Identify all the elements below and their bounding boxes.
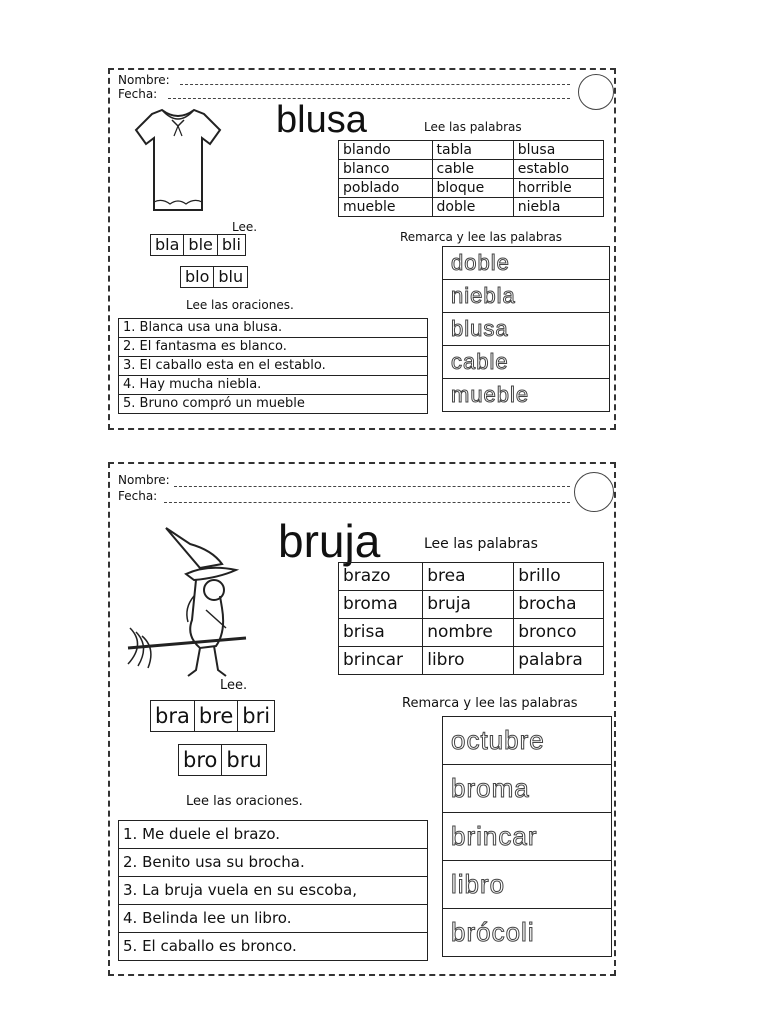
syllables-row-1 <box>150 234 246 256</box>
sentence-cell: 5. Bruno compró un mueble <box>119 395 428 414</box>
date-line <box>164 502 570 503</box>
trace-cell <box>443 379 610 412</box>
sentence-row <box>119 376 428 395</box>
traceable-word: niebla <box>451 283 516 308</box>
traceable-word: brócoli <box>451 917 535 947</box>
name-line <box>174 486 570 487</box>
trace-cell <box>443 280 610 313</box>
word-cell: mueble <box>339 198 433 217</box>
word-cell: doble <box>432 198 513 217</box>
trace-cell <box>443 765 612 813</box>
word-cell: blando <box>339 141 433 160</box>
syllable-cell: bri <box>238 701 275 732</box>
word-cell: tabla <box>432 141 513 160</box>
trace-cell <box>443 909 612 957</box>
sentence-cell: 3. La bruja vuela en su escoba, <box>119 877 428 905</box>
sentences-label: Lee las oraciones. <box>186 794 303 809</box>
trace-row <box>443 379 610 412</box>
word-cell: poblado <box>339 179 433 198</box>
trace-table <box>442 716 612 957</box>
words-table <box>338 140 604 217</box>
sentence-cell: 4. Hay mucha niebla. <box>119 376 428 395</box>
trace-table <box>442 246 610 412</box>
name-label: Nombre: <box>118 473 170 487</box>
worksheet-title: blusa <box>276 99 367 141</box>
witch-on-broom-drawing <box>126 524 256 684</box>
word-cell: brazo <box>339 563 423 591</box>
words-row <box>339 198 604 217</box>
syllables-row-2 <box>180 266 248 288</box>
sentence-row <box>119 933 428 961</box>
syllable-cell: bro <box>179 745 222 776</box>
worksheet-bruja <box>108 462 616 976</box>
sentence-cell: 1. Me duele el brazo. <box>119 821 428 849</box>
read-words-label: Lee las palabras <box>424 536 538 552</box>
school-seal-logo <box>574 472 614 512</box>
sentence-cell: 3. El caballo esta en el establo. <box>119 357 428 376</box>
trace-cell <box>443 346 610 379</box>
blouse-drawing <box>132 106 224 218</box>
words-row <box>339 591 604 619</box>
traceable-word: mueble <box>451 382 530 407</box>
word-cell: establo <box>513 160 603 179</box>
word-cell: blusa <box>513 141 603 160</box>
trace-label: Remarca y lee las palabras <box>402 696 578 711</box>
trace-row <box>443 765 612 813</box>
name-label: Nombre: <box>118 73 170 87</box>
traceable-word: blusa <box>451 316 509 341</box>
words-row <box>339 619 604 647</box>
trace-cell <box>443 247 610 280</box>
traceable-word: libro <box>451 869 506 899</box>
word-cell: bloque <box>432 179 513 198</box>
trace-row <box>443 861 612 909</box>
words-row <box>339 563 604 591</box>
sentence-row <box>119 338 428 357</box>
traceable-word: doble <box>451 250 510 275</box>
word-cell: brocha <box>514 591 604 619</box>
traceable-word: cable <box>451 349 509 374</box>
date-label: Fecha: <box>118 87 158 101</box>
words-table-body <box>339 141 604 217</box>
worksheet-title: bruja <box>278 515 381 567</box>
word-cell: blanco <box>339 160 433 179</box>
sentence-cell: 5. El caballo es bronco. <box>119 933 428 961</box>
date-label: Fecha: <box>118 489 158 503</box>
word-cell: brisa <box>339 619 423 647</box>
sentences-table <box>118 318 428 414</box>
syllables-row-2 <box>178 744 267 776</box>
word-cell: broma <box>339 591 423 619</box>
sentence-row <box>119 319 428 338</box>
name-line <box>180 84 570 85</box>
word-cell: brincar <box>339 647 423 675</box>
words-row <box>339 179 604 198</box>
word-cell: brillo <box>514 563 604 591</box>
trace-cell <box>443 313 610 346</box>
word-cell: cable <box>432 160 513 179</box>
syllable-cell: bla <box>151 235 184 256</box>
syllable-cell: blo <box>181 267 214 288</box>
word-cell: libro <box>423 647 514 675</box>
word-cell: horrible <box>513 179 603 198</box>
sentences-label: Lee las oraciones. <box>186 298 294 312</box>
sentences-table <box>118 820 428 961</box>
words-row <box>339 160 604 179</box>
trace-cell <box>443 717 612 765</box>
words-table <box>338 562 604 675</box>
trace-row <box>443 280 610 313</box>
syllable-cell: bru <box>222 745 266 776</box>
syllable-cell: bli <box>217 235 245 256</box>
sentence-cell: 4. Belinda lee un libro. <box>119 905 428 933</box>
sentence-cell: 2. Benito usa su brocha. <box>119 849 428 877</box>
word-cell: niebla <box>513 198 603 217</box>
word-cell: nombre <box>423 619 514 647</box>
syllable-cell: bra <box>151 701 195 732</box>
traceable-word: brincar <box>451 821 538 851</box>
worksheet-blusa <box>108 68 616 430</box>
trace-row <box>443 909 612 957</box>
sentence-cell: 2. El fantasma es blanco. <box>119 338 428 357</box>
syllable-cell: blu <box>214 267 248 288</box>
trace-label: Remarca y lee las palabras <box>400 230 563 244</box>
word-cell: bruja <box>423 591 514 619</box>
school-seal-logo <box>578 74 614 110</box>
date-line <box>168 98 570 99</box>
read-label: Lee. <box>220 678 248 693</box>
sentence-row <box>119 905 428 933</box>
sentence-row <box>119 877 428 905</box>
trace-row <box>443 813 612 861</box>
sentence-row <box>119 357 428 376</box>
syllables-row-1 <box>150 700 275 732</box>
sentence-row <box>119 395 428 414</box>
sentence-row <box>119 821 428 849</box>
word-cell: brea <box>423 563 514 591</box>
word-cell: palabra <box>514 647 604 675</box>
sentence-cell: 1. Blanca usa una blusa. <box>119 319 428 338</box>
read-words-label: Lee las palabras <box>424 120 522 134</box>
word-cell: bronco <box>514 619 604 647</box>
syllable-cell: bre <box>194 701 237 732</box>
trace-row <box>443 717 612 765</box>
trace-cell <box>443 861 612 909</box>
sentence-row <box>119 849 428 877</box>
trace-row <box>443 247 610 280</box>
traceable-word: octubre <box>451 725 545 755</box>
words-row <box>339 647 604 675</box>
trace-cell <box>443 813 612 861</box>
traceable-word: broma <box>451 773 530 803</box>
syllable-cell: ble <box>184 235 217 256</box>
trace-row <box>443 346 610 379</box>
read-label: Lee. <box>232 220 258 234</box>
words-row <box>339 141 604 160</box>
trace-row <box>443 313 610 346</box>
